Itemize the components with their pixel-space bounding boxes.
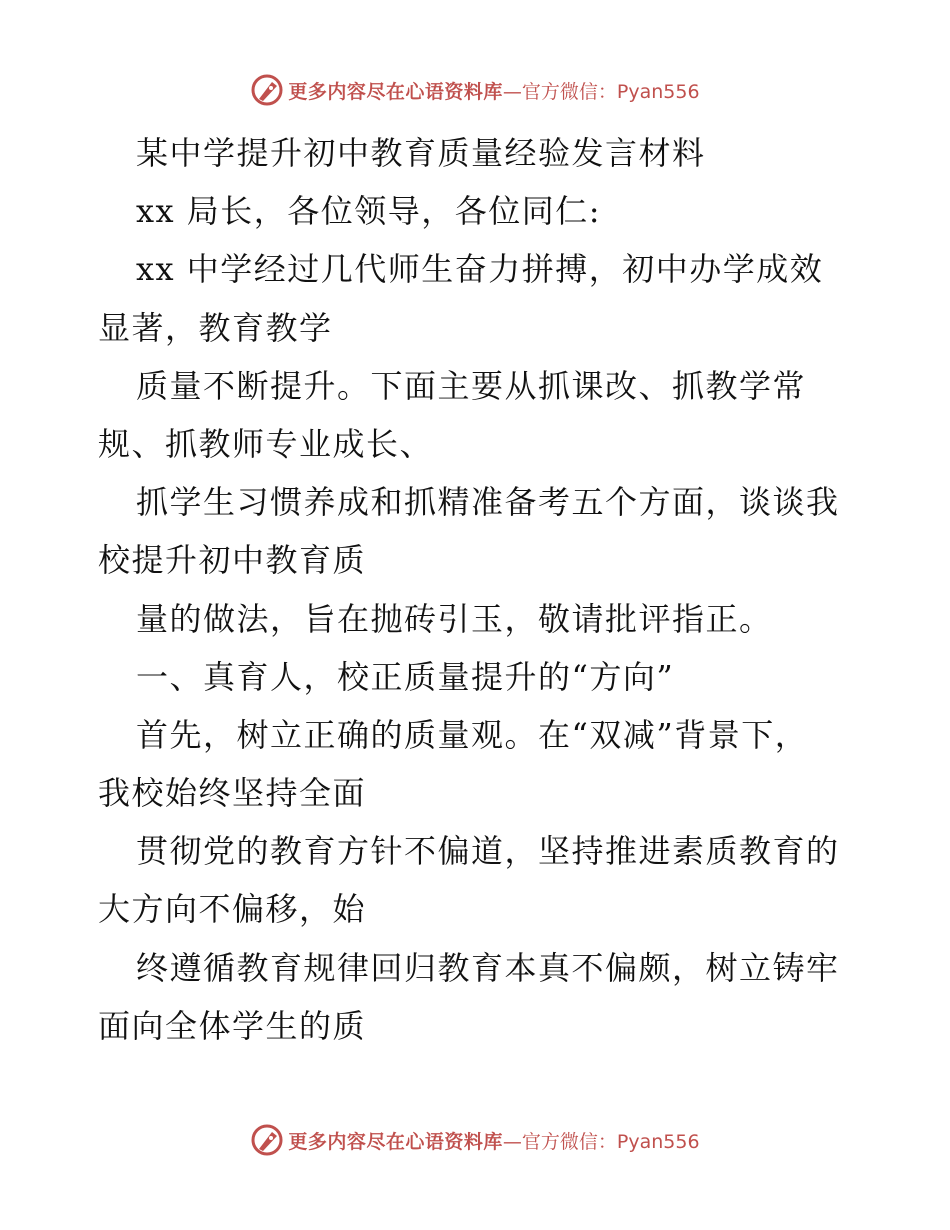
text-line: 首先，树立正确的质量观。在“双减”背景下， [136, 715, 809, 754]
header-watermark [0, 70, 950, 110]
text-line: 抓学生习惯养成和抓精准备考五个方面，谈谈我 [136, 483, 840, 522]
text-line: 大方向不偏移，始 [98, 890, 367, 929]
text-line: 我校始终坚持全面 [98, 774, 367, 813]
watermark-main-text: 更多内容尽在心语资料库 [288, 1130, 503, 1153]
text-line: 一、真育人，校正质量提升的“方向” [136, 657, 675, 696]
text-line: 校提升初中教育质 [98, 541, 367, 580]
text-line: 终遵循教育规律回归教育本真不偏颇，树立铸牢 [136, 948, 840, 987]
watermark-sub-text: —官方微信：Pyan556 [502, 80, 700, 103]
pen-nib-circle-icon [250, 73, 284, 107]
watermark-sub-text: —官方微信：Pyan556 [502, 1130, 700, 1153]
text-line: xx 局长，各位领导，各位同仁: [136, 192, 602, 231]
footer-watermark [0, 1120, 950, 1160]
watermark-main-text: 更多内容尽在心语资料库 [288, 80, 503, 103]
text-line: xx 中学经过几代师生奋力拼搏，初中办学成效 [136, 250, 824, 289]
text-line: 贯彻党的教育方针不偏道，坚持推进素质教育的 [136, 832, 840, 871]
text-line: 面向全体学生的质 [98, 1006, 367, 1045]
text-line: 量的做法，旨在抛砖引玉，敬请批评指正。 [136, 599, 773, 638]
text-line: 某中学提升初中教育质量经验发言材料 [136, 134, 706, 172]
text-line: 质量不断提升。下面主要从抓课改、抓教学常 [136, 366, 807, 405]
text-line: 显著，教育教学 [98, 308, 333, 347]
document-body [98, 124, 858, 1055]
text-line: 规、抓教师专业成长、 [98, 424, 434, 463]
pen-nib-circle-icon [250, 1123, 284, 1157]
